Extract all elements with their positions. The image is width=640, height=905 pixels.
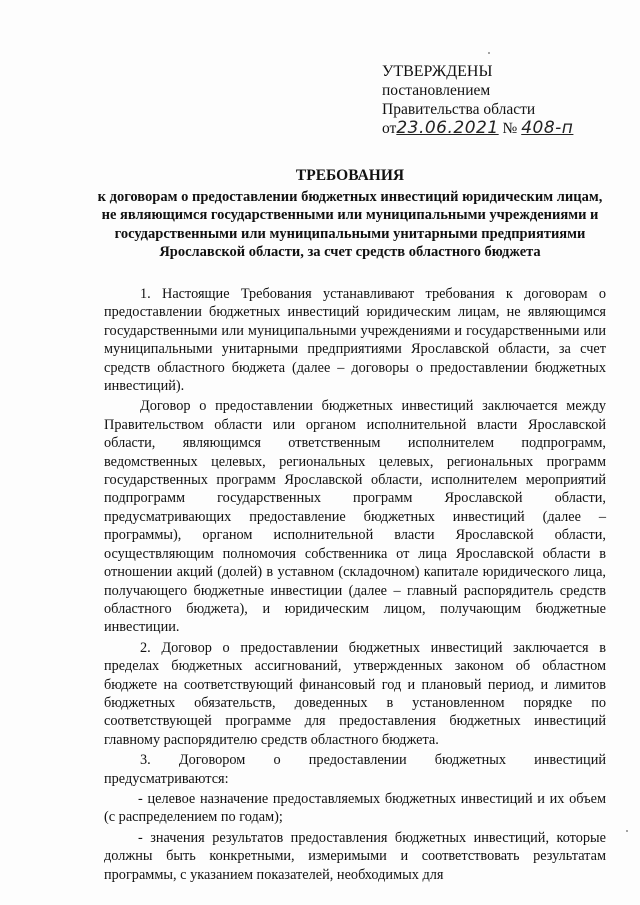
scan-speck xyxy=(488,52,490,54)
document-title xyxy=(90,167,610,262)
approved-heading: УТВЕРЖДЕНЫ xyxy=(382,63,493,80)
number-sign: № xyxy=(502,120,518,137)
paragraph-4: 3. Договором о предоставлении бюджетных инвестиций предусматриваются: xyxy=(104,752,606,787)
handwritten-date: 23.06.2021 xyxy=(396,118,499,138)
list-item-1: - целевое назначение предоставляемых бюджетных инвестиций и их объем (с распределением по годам); xyxy=(104,790,606,826)
scan-speck xyxy=(626,830,628,832)
approved-by-label: постановлением xyxy=(382,82,491,99)
paragraph-1: 1. Настоящие Требования устанавливают требования к договорам о предоставлении бюджетных инвестиций юридическим лицам, не являющимся государственными или муниципальными учреждениями и государственными или муниципальными унитарными предприятиями Ярославской области, за счет средств областного бюджета (далее – договоры о предоставлении бюджетных инвестиций). xyxy=(104,286,606,395)
title-heading: ТРЕБОВАНИЯ xyxy=(295,167,405,184)
list-item-2: - значения результатов предоставления бюджетных инвестиций, которые должны быть конкретными, измеримыми и соответствовать результатам программы, с указанием показателей, необходимых для xyxy=(104,829,606,883)
document-body xyxy=(104,285,606,886)
approval-stamp-block xyxy=(382,62,573,138)
handwritten-number: 408-п xyxy=(521,118,574,138)
approved-authority: Правительства области xyxy=(382,101,536,118)
paragraph-2: Договор о предоставлении бюджетных инвестиций заключается между Правительством области или органом исполнительной власти Ярославской области, являющимся ответственным исполнителем подпрограмм, ведомственных целевых, региональных целевых, региональных программ государственных программ Ярославской области, исполнителем мероприятий подпрограмм государственных программ Ярославской области, предусматривающих предоставление бюджетных инвестиций (далее – программы), органом исполнительной власти Ярославской области, осуществляющим полномочия собственника от лица Ярославской области в отношении акций (долей) в уставном (складочном) капитале юридического лица, получающего бюджетные инвестиции (далее – главный распорядитель средств областного бюджета), и юридическим лицом, получающим бюджетные инвестиции. xyxy=(104,398,606,636)
date-prefix: от xyxy=(382,120,397,137)
paragraph-3: 2. Договор о предоставлении бюджетных инвестиций заключается в пределах бюджетных ассигнований, утвержденных законом об областном бюджете на соответствующий финансовый год и плановый период, и лимитов бюджетных обязательств, доведенных в установленном порядке по соответствующей программе для предоставления бюджетных инвестиций главному распорядителю средств областного бюджета. xyxy=(104,639,606,748)
approved-date-number-line xyxy=(382,119,573,138)
title-subtitle: к договорам о предоставлении бюджетных инвестиций юридическим лицам, не являющимся государственными или муниципальными учреждениями и государственными или муниципальными унитарными предприятиями Ярославской области, за счет средств областного бюджета xyxy=(97,188,603,261)
